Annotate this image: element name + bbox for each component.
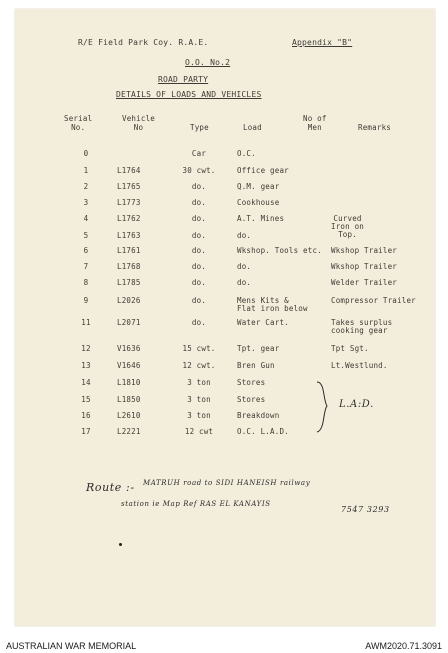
table-cell-load: Cookhouse bbox=[237, 198, 280, 207]
table-cell-vehicle: V1646 bbox=[117, 361, 141, 370]
document-subtitle: DETAILS OF LOADS AND VEHICLES bbox=[116, 90, 262, 99]
col-remarks-header: Remarks bbox=[358, 123, 392, 132]
table-cell-remarks: Takes surplus cooking gear bbox=[331, 318, 393, 335]
route-line-2: station ie Map Ref RAS EL KANAYIS bbox=[121, 500, 271, 508]
table-cell-load: do. bbox=[237, 262, 252, 271]
table-cell-serial: 2 bbox=[83, 182, 89, 191]
table-cell-remarks: Lt.Westlund. bbox=[331, 361, 388, 370]
handwritten-brace bbox=[313, 380, 333, 434]
table-cell-vehicle: L2221 bbox=[117, 427, 141, 436]
table-cell-serial: 11 bbox=[81, 318, 91, 327]
table-cell-type: do. bbox=[191, 198, 207, 207]
table-cell-type: 12 cwt bbox=[184, 427, 214, 436]
unit-name: R/E Field Park Coy. R.A.E. bbox=[78, 38, 209, 47]
route-label: Route :- bbox=[86, 481, 135, 494]
table-cell-type: 3 ton bbox=[187, 378, 211, 387]
table-cell-remarks: Tpt Sgt. bbox=[331, 344, 369, 353]
table-cell-type: do. bbox=[191, 262, 207, 271]
footer-accession-number: AWM2020.71.3091 bbox=[365, 641, 442, 651]
table-cell-load: Wkshop. Tools etc. bbox=[237, 246, 322, 255]
col-load-header: Load bbox=[243, 123, 262, 132]
route-map-reference: 7547 3293 bbox=[341, 505, 390, 514]
table-cell-type: do. bbox=[191, 246, 207, 255]
table-cell-type: 3 ton bbox=[187, 411, 211, 420]
table-cell-vehicle: V1636 bbox=[117, 344, 141, 353]
table-cell-type: Car bbox=[191, 149, 207, 158]
table-cell-vehicle: L1764 bbox=[117, 166, 141, 175]
table-cell-serial: 6 bbox=[83, 246, 89, 255]
table-cell-serial: 13 bbox=[81, 361, 91, 370]
table-cell-serial: 1 bbox=[83, 166, 89, 175]
table-cell-load: O.C. L.A.D. bbox=[237, 427, 289, 436]
table-cell-serial: 4 bbox=[83, 214, 89, 223]
col-men-header: No of Men bbox=[303, 114, 327, 132]
table-cell-type: do. bbox=[191, 318, 207, 327]
table-cell-load: Water Cart. bbox=[237, 318, 289, 327]
table-cell-type: 30 cwt. bbox=[182, 166, 216, 175]
table-cell-type: 15 cwt. bbox=[182, 344, 216, 353]
ink-dot bbox=[119, 543, 122, 546]
table-cell-vehicle: L1761 bbox=[117, 246, 141, 255]
table-cell-load: Q.M. gear bbox=[237, 182, 280, 191]
table-cell-load: do. bbox=[237, 231, 252, 240]
table-cell-serial: 16 bbox=[81, 411, 91, 420]
table-cell-remarks: Wkshop Trailer bbox=[331, 262, 398, 271]
table-cell-serial: 12 bbox=[81, 344, 91, 353]
footer-institution: AUSTRALIAN WAR MEMORIAL bbox=[6, 641, 137, 651]
table-cell-vehicle: L1768 bbox=[117, 262, 141, 271]
table-cell-serial: 3 bbox=[83, 198, 89, 207]
table-cell-remarks: Welder Trailer bbox=[331, 278, 398, 287]
table-cell-load: Stores bbox=[237, 395, 266, 404]
table-cell-vehicle: L1773 bbox=[117, 198, 141, 207]
table-cell-type: do. bbox=[191, 296, 207, 305]
table-cell-type: do. bbox=[191, 214, 207, 223]
document-title: ROAD PARTY bbox=[158, 75, 209, 84]
table-cell-type: do. bbox=[191, 231, 207, 240]
table-cell-load: A.T. Mines bbox=[237, 214, 285, 223]
table-cell-vehicle: L2610 bbox=[117, 411, 141, 420]
table-cell-load: Tpt. gear bbox=[237, 344, 280, 353]
table-cell-load: Stores bbox=[237, 378, 266, 387]
table-cell-remarks: Wkshop Trailer bbox=[331, 246, 398, 255]
table-cell-type: do. bbox=[191, 182, 207, 191]
col-type-header: Type bbox=[190, 123, 209, 132]
table-cell-type: do. bbox=[191, 278, 207, 287]
table-cell-vehicle: L1762 bbox=[117, 214, 141, 223]
col-serial-header: Serial No. bbox=[64, 114, 93, 132]
table-cell-load: Mens Kits & Flat iron below bbox=[237, 296, 308, 313]
table-cell-serial: 5 bbox=[83, 231, 89, 240]
table-cell-serial: 15 bbox=[81, 395, 91, 404]
table-cell-vehicle: L2071 bbox=[117, 318, 141, 327]
table-cell-load: do. bbox=[237, 278, 252, 287]
order-number: O.O. No.2 bbox=[185, 58, 231, 67]
table-cell-vehicle: L1763 bbox=[117, 231, 141, 240]
table-cell-vehicle: L1785 bbox=[117, 278, 141, 287]
table-cell-remarks: Compressor Trailer bbox=[331, 296, 416, 305]
table-cell-remarks: Curved Iron on Top. bbox=[331, 214, 365, 239]
archive-footer bbox=[0, 638, 448, 653]
table-cell-serial: 8 bbox=[83, 278, 89, 287]
table-cell-load: Breakdown bbox=[237, 411, 280, 420]
table-cell-vehicle: L1765 bbox=[117, 182, 141, 191]
table-cell-serial: 7 bbox=[83, 262, 89, 271]
table-cell-serial: 0 bbox=[83, 149, 89, 158]
table-cell-vehicle: L1810 bbox=[117, 378, 141, 387]
lad-handwritten-note: L.A:D. bbox=[339, 399, 374, 410]
table-cell-serial: 14 bbox=[81, 378, 91, 387]
table-cell-load: Bren Gun bbox=[237, 361, 275, 370]
table-cell-type: 12 cwt. bbox=[182, 361, 216, 370]
table-cell-load: Office gear bbox=[237, 166, 289, 175]
appendix-label: Appendix "B" bbox=[292, 38, 353, 47]
table-cell-vehicle: L1850 bbox=[117, 395, 141, 404]
route-line-1: MATRUH road to SIDI HANEISH railway bbox=[143, 479, 311, 487]
table-cell-load: O.C. bbox=[237, 149, 256, 158]
col-vehicle-header: Vehicle No bbox=[122, 114, 156, 132]
table-cell-type: 3 ton bbox=[187, 395, 211, 404]
table-cell-serial: 9 bbox=[83, 296, 89, 305]
table-cell-serial: 17 bbox=[81, 427, 91, 436]
table-cell-vehicle: L2026 bbox=[117, 296, 141, 305]
